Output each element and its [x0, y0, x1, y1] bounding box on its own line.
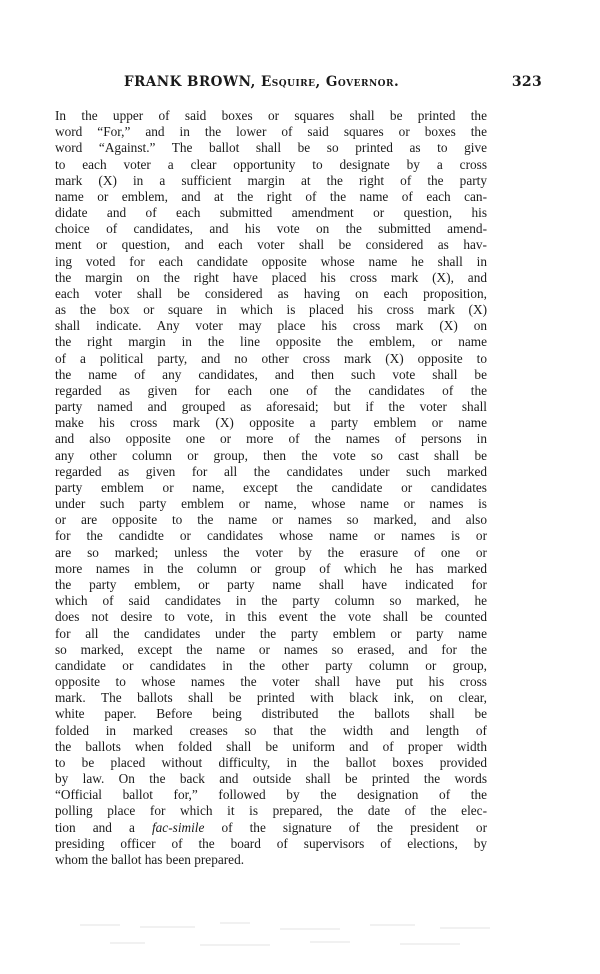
text-line: candidate or candidates in the other party column or group, — [55, 657, 487, 673]
bleed-through-marks — [70, 916, 510, 956]
text-line: the margin on the right have placed his cross mark (X), and — [55, 269, 487, 285]
text-line: presiding officer of the board of supervisors of elections, by — [55, 835, 487, 851]
text-line: by law. On the back and outside shall be printed the words — [55, 771, 487, 787]
text-line: each voter shall be considered as having on each proposition, — [55, 285, 487, 301]
text-line: does not desire to vote, in this event the vote shall be counted — [55, 609, 487, 625]
text-line: didate and of each submitted amendment or question, his — [55, 205, 487, 221]
text-line: word “For,” and in the lower of said squares or boxes the — [55, 124, 487, 140]
text-line: mark. The ballots shall be printed with black ink, on clear, — [55, 690, 487, 706]
text-line: the name of any candidates, and then such vote shall be — [55, 366, 487, 382]
text-line: for the candidte or candidates whose name or names is or — [55, 528, 487, 544]
text-line: white paper. Before being distributed the ballots shall be — [55, 706, 487, 722]
text-line: regarded as given for all the candidates under such marked — [55, 463, 487, 479]
running-head — [0, 74, 600, 96]
text-line: ment or question, and each voter shall be considered as hav- — [55, 237, 487, 253]
text-line: name or emblem, and at the right of the name of each can- — [55, 188, 487, 204]
text-line: so marked, except the name or names so erased, and for the — [55, 641, 487, 657]
page-number: 323 — [511, 74, 542, 90]
text-line: polling place for which it is prepared, the date of the elec- — [55, 803, 487, 819]
text-line: as the box or square in which is placed his cross mark (X) — [55, 302, 487, 318]
text-line: In the upper of said boxes or squares shall be printed the — [55, 108, 487, 123]
text-line: “Official ballot for,” followed by the designation of the — [55, 787, 487, 803]
body-paragraph — [55, 108, 487, 868]
text-line: make his cross mark (X) opposite a party emblem or name — [55, 415, 487, 431]
text-line: the right margin in the line opposite the emblem, or name — [55, 334, 487, 350]
text-fragment: of the signature of the president or — [221, 819, 487, 835]
text-line: the party emblem, or party name shall have indicated for — [55, 576, 487, 592]
text-line-facsimile — [55, 820, 487, 836]
text-line: any other column or group, then the vote so cast shall be — [55, 447, 487, 463]
text-line: for all the candidates under the party emblem or party name — [55, 625, 487, 641]
text-line: to be placed without difficulty, in the ballot boxes provided — [55, 754, 487, 770]
text-line: of a political party, and no other cross mark (X) opposite to — [55, 350, 487, 366]
text-line: regarded as given for each one of the candidates of the — [55, 382, 487, 398]
running-title: FRANK BROWN, Esquire, Governor. — [124, 74, 400, 90]
text-line: opposite to whose names the voter shall have put his cross — [55, 674, 487, 690]
text-line: which of said candidates in the party column so marked, he — [55, 593, 487, 609]
text-line: more names in the column or group of which he has marked — [55, 560, 487, 576]
text-line: whom the ballot has been prepared. — [55, 851, 245, 867]
italic-term: fac-simile — [151, 819, 205, 835]
text-line: word “Against.” The ballot shall be so printed as to give — [55, 140, 487, 156]
text-line: shall indicate. Any voter may place his cross mark (X) on — [55, 318, 487, 334]
text-line: ing voted for each candidate opposite whose name he shall in — [55, 253, 487, 269]
text-line: party named and grouped as aforesaid; but if the voter shall — [55, 399, 487, 415]
text-line: and also opposite one or more of the names of persons in — [55, 431, 487, 447]
text-line: the ballots when folded shall be uniform and of proper width — [55, 738, 487, 754]
text-line: or are opposite to the name or names so marked, and also — [55, 512, 487, 528]
text-line: mark (X) in a sufficient margin at the right of the party — [55, 172, 487, 188]
text-line: are so marked; unless the voter by the erasure of one or — [55, 544, 487, 560]
text-line: choice of candidates, and his vote on the submitted amend- — [55, 221, 487, 237]
text-line: party emblem or name, except the candidate or candidates — [55, 479, 487, 495]
text-line: folded in marked creases so that the width and length of — [55, 722, 487, 738]
text-line: to each voter a clear opportunity to designate by a cross — [55, 156, 487, 172]
text-line: under such party emblem or name, whose name or names is — [55, 496, 487, 512]
text-fragment: tion and a — [55, 819, 135, 835]
